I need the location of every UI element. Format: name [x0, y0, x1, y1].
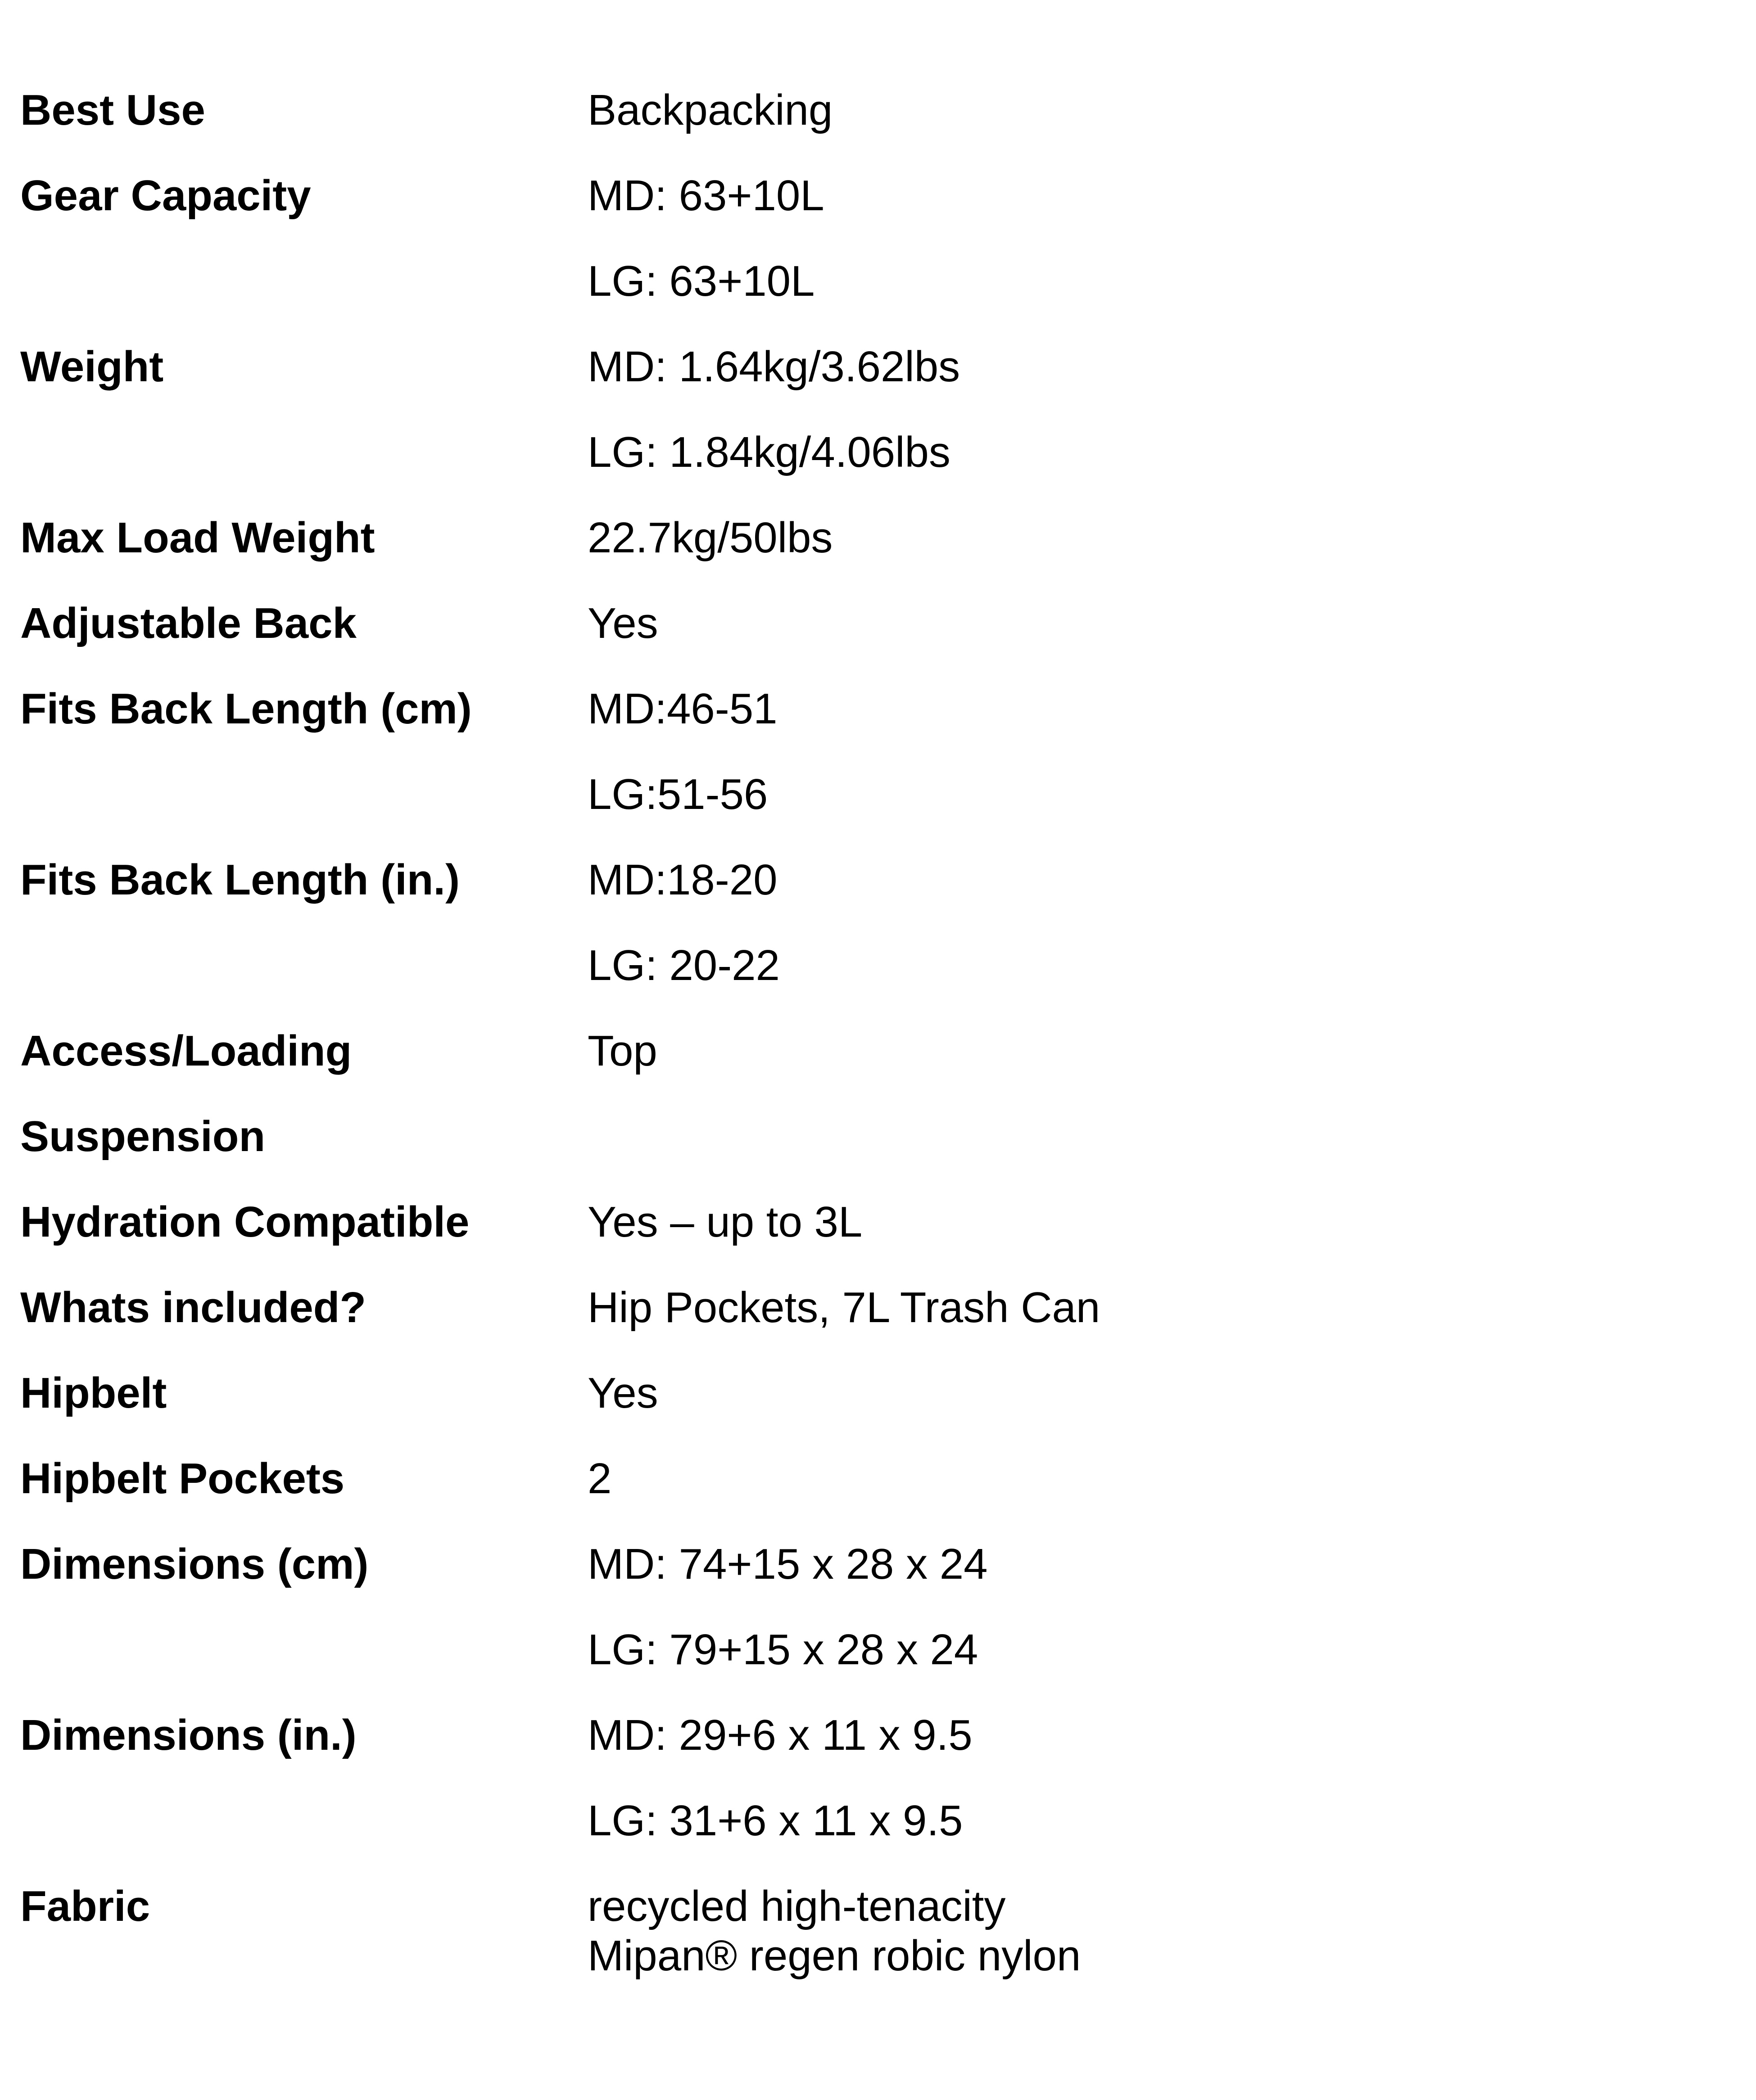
spec-label: Fits Back Length (cm) — [20, 685, 472, 733]
spec-label: Adjustable Back — [20, 599, 357, 647]
spec-value-line-2: Mipan® regen robic nylon — [588, 1932, 1081, 1980]
spec-row-dimensions-in-lg — [20, 1796, 1731, 1882]
spec-row-hydration — [20, 1197, 1731, 1283]
spec-value-line-1: recycled high-tenacity — [588, 1882, 1006, 1930]
spec-label: Weight — [20, 343, 164, 391]
spec-row-access-loading — [20, 1026, 1731, 1112]
spec-row-back-length-in-lg — [20, 941, 1731, 1026]
spec-label: Hydration Compatible — [20, 1198, 470, 1246]
spec-value: Top — [588, 1027, 657, 1075]
spec-row-gear-capacity — [20, 171, 1731, 257]
spec-value: LG: 20-22 — [588, 941, 780, 989]
spec-row-weight-lg — [20, 428, 1731, 513]
spec-row-weight — [20, 342, 1731, 428]
spec-row-hipbelt-pockets — [20, 1454, 1731, 1540]
spec-row-dimensions-cm-lg — [20, 1625, 1731, 1711]
spec-label: Fabric — [20, 1882, 150, 1930]
spec-value: Backpacking — [588, 86, 833, 134]
spec-value: Yes — [588, 1369, 658, 1417]
spec-label: Max Load Weight — [20, 514, 375, 562]
spec-label: Best Use — [20, 86, 205, 134]
spec-value: MD:18-20 — [588, 856, 778, 904]
spec-value: Yes – up to 3L — [588, 1198, 863, 1246]
spec-row-back-length-in — [20, 855, 1731, 941]
spec-value: Yes — [588, 599, 658, 647]
spec-value: LG: 63+10L — [588, 257, 815, 305]
spec-value: MD: 63+10L — [588, 172, 824, 220]
spec-label: Whats included? — [20, 1283, 366, 1332]
spec-label: Suspension — [20, 1112, 266, 1161]
spec-row-fabric — [20, 1882, 1731, 1999]
spec-value: MD: 29+6 x 11 x 9.5 — [588, 1711, 973, 1759]
spec-value: MD:46-51 — [588, 685, 778, 733]
spec-value: Hip Pockets, 7L Trash Can — [588, 1283, 1100, 1332]
spec-row-adjustable-back — [20, 599, 1731, 684]
spec-label: Dimensions (cm) — [20, 1540, 369, 1588]
spec-row-dimensions-in — [20, 1711, 1731, 1796]
spec-row-back-length-cm — [20, 684, 1731, 770]
spec-row-hipbelt — [20, 1368, 1731, 1454]
spec-value: LG:51-56 — [588, 770, 768, 818]
spec-row-best-use — [20, 86, 1731, 171]
spec-row-dimensions-cm — [20, 1540, 1731, 1625]
spec-value: MD: 74+15 x 28 x 24 — [588, 1540, 988, 1588]
spec-row-gear-capacity-lg — [20, 257, 1731, 342]
spec-label: Dimensions (in.) — [20, 1711, 357, 1759]
spec-label: Gear Capacity — [20, 172, 311, 220]
spec-value: LG: 1.84kg/4.06lbs — [588, 428, 950, 476]
spec-row-back-length-cm-lg — [20, 770, 1731, 855]
spec-value: LG: 79+15 x 28 x 24 — [588, 1626, 978, 1674]
spec-label: Access/Loading — [20, 1027, 352, 1075]
spec-value: 22.7kg/50lbs — [588, 514, 833, 562]
spec-row-whats-included — [20, 1283, 1731, 1368]
spec-row-suspension — [20, 1112, 1731, 1197]
spec-value: LG: 31+6 x 11 x 9.5 — [588, 1797, 963, 1845]
spec-label: Hipbelt — [20, 1369, 167, 1417]
spec-label: Fits Back Length (in.) — [20, 856, 460, 904]
spec-row-max-load — [20, 513, 1731, 599]
spec-value: 2 — [588, 1454, 612, 1503]
spec-value — [588, 1882, 1081, 1981]
spec-label: Hipbelt Pockets — [20, 1454, 345, 1503]
spec-value: MD: 1.64kg/3.62lbs — [588, 343, 960, 391]
